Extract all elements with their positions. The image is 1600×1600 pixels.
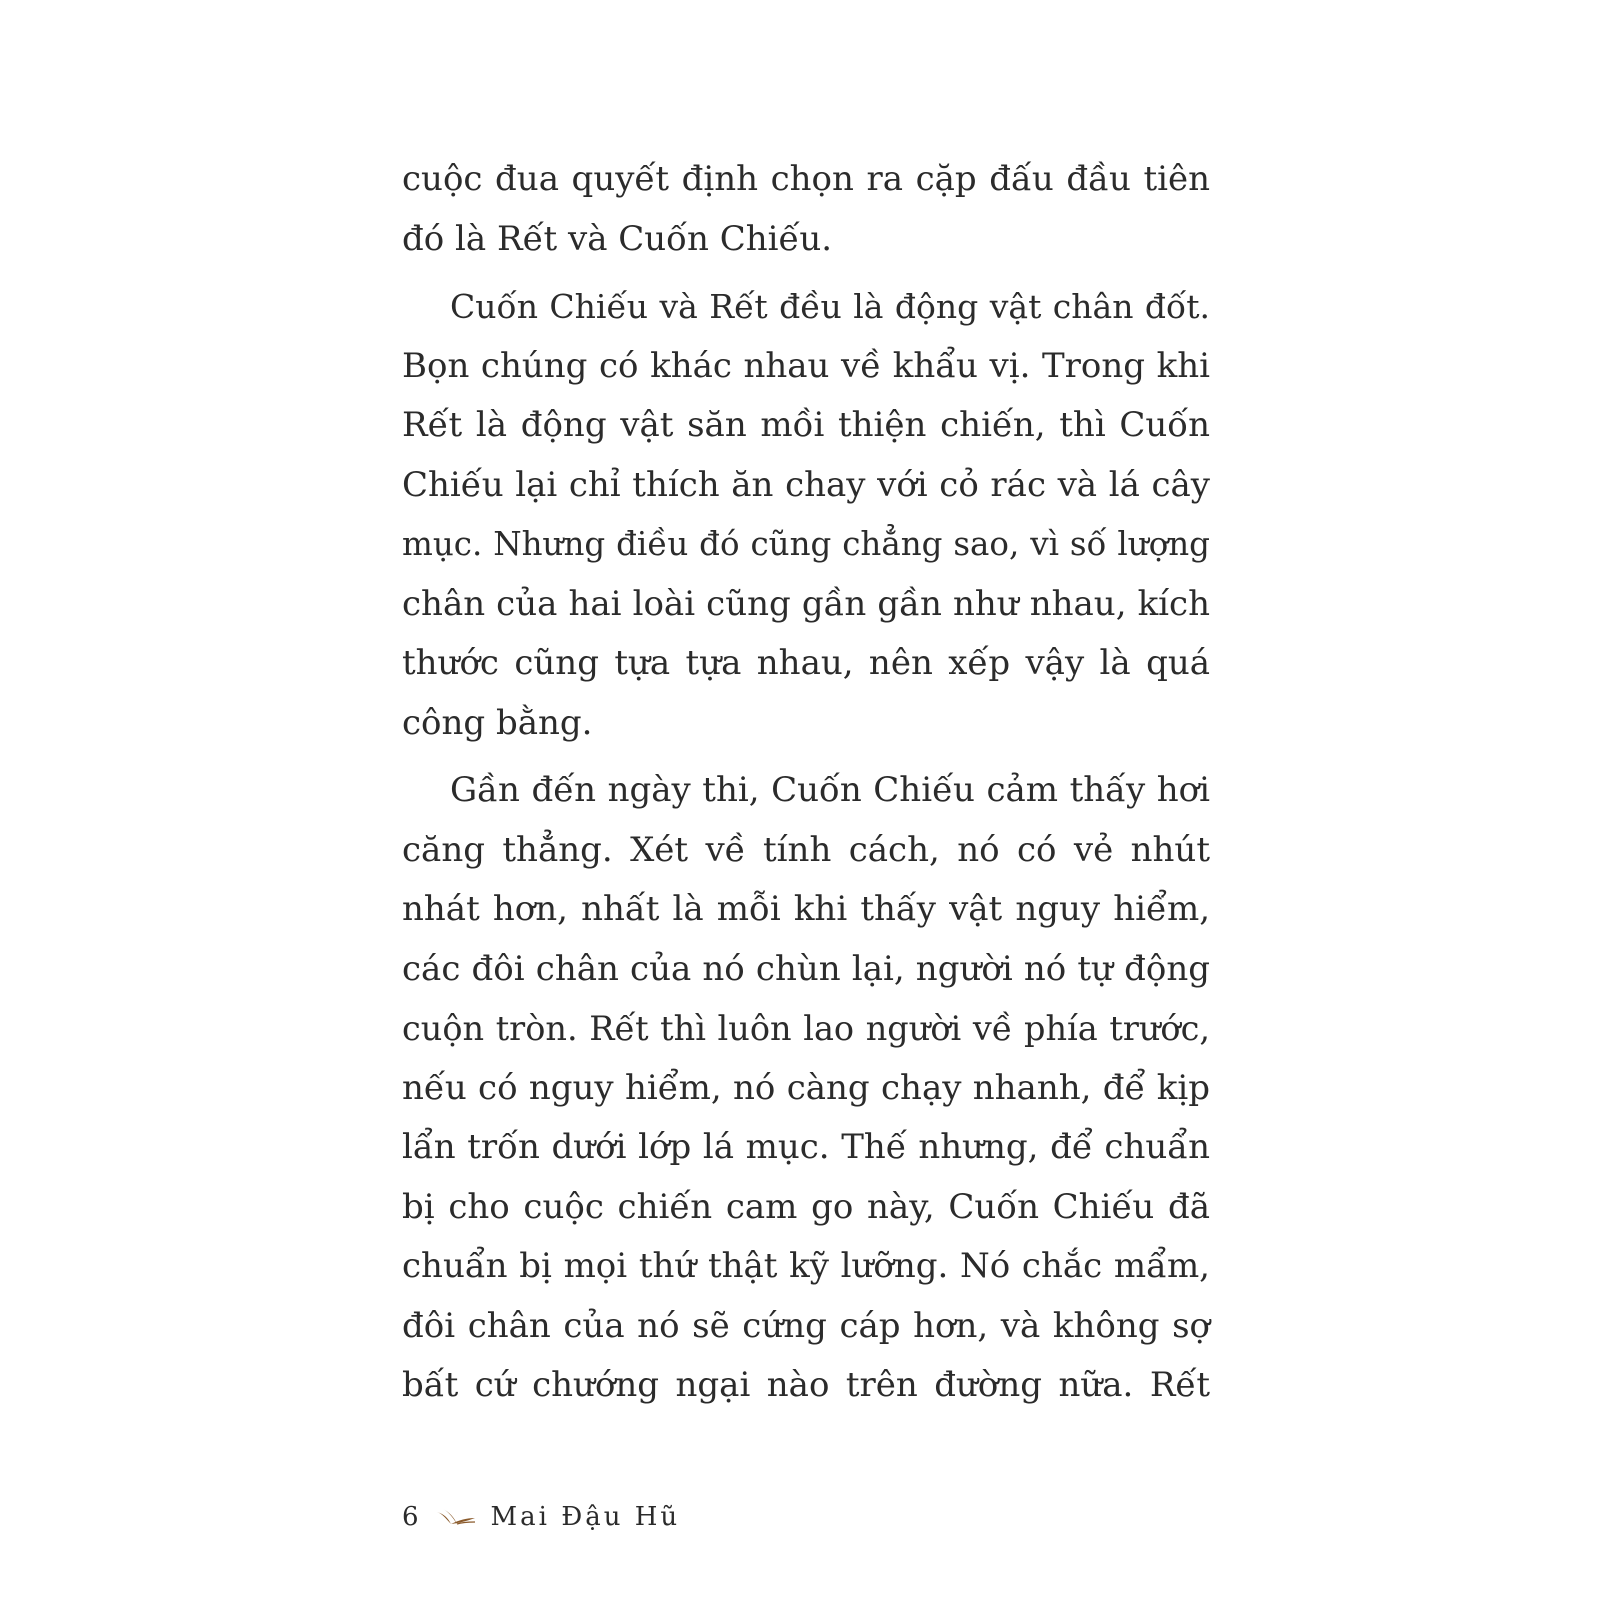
text-line: Rết là động vật săn mồi thiện chiến, thì Cuốn — [402, 405, 1210, 445]
paragraph-3 — [402, 761, 1210, 1416]
text-line: mục. Nhưng điều đó cũng chẳng sao, vì số lượng — [402, 525, 1210, 563]
author-name: Mai Đậu Hũ — [490, 1502, 681, 1532]
text-line: lẩn trốn dưới lớp lá mục. Thế nhưng, để chuẩn — [402, 1127, 1210, 1167]
page-number: 6 — [402, 1502, 419, 1532]
text-line: căng thẳng. Xét về tính cách, nó có vẻ nhút — [402, 829, 1210, 870]
text-line: đôi chân của nó sẽ cứng cáp hơn, và không sợ — [402, 1305, 1210, 1346]
text-line: chân của hai loài cũng gần gần như nhau, kích — [402, 583, 1210, 624]
paragraph-1 — [402, 150, 1210, 269]
paragraph-2 — [402, 277, 1210, 753]
text-line: đó là Rết và Cuốn Chiếu. — [402, 218, 833, 259]
text-line: công bằng. — [402, 702, 593, 743]
text-line: bị cho cuộc chiến cam go này, Cuốn Chiếu đã — [402, 1186, 1210, 1227]
text-line: cuộc đua quyết định chọn ra cặp đấu đầu tiên — [402, 159, 1210, 199]
page-footer — [402, 1502, 680, 1532]
text-line: nhát hơn, nhất là mỗi khi thấy vật nguy hiểm, — [402, 889, 1210, 929]
text-line: các đôi chân của nó chùn lại, người nó tự động — [402, 948, 1210, 989]
text-line: chuẩn bị mọi thứ thật kỹ lưỡng. Nó chắc mẩm, — [402, 1246, 1210, 1286]
body-text — [402, 150, 1210, 1416]
text-line: Gần đến ngày thi, Cuốn Chiếu cảm thấy hơi — [450, 770, 1210, 810]
text-line: Cuốn Chiếu và Rết đều là động vật chân đốt. — [450, 287, 1210, 326]
text-line: nếu có nguy hiểm, nó càng chạy nhanh, để kịp — [402, 1067, 1210, 1108]
leaf-ornament-icon — [435, 1506, 477, 1528]
text-line: bất cứ chướng ngại nào trên đường nữa. Rết — [402, 1365, 1210, 1405]
text-line: thước cũng tựa tựa nhau, nên xếp vậy là quá — [402, 643, 1210, 683]
text-line: cuộn tròn. Rết thì luôn lao người về phía trước, — [402, 1009, 1210, 1048]
text-line: Chiếu lại chỉ thích ăn chay với cỏ rác và lá cây — [402, 464, 1210, 505]
text-line: Bọn chúng có khác nhau về khẩu vị. Trong khi — [402, 345, 1210, 386]
